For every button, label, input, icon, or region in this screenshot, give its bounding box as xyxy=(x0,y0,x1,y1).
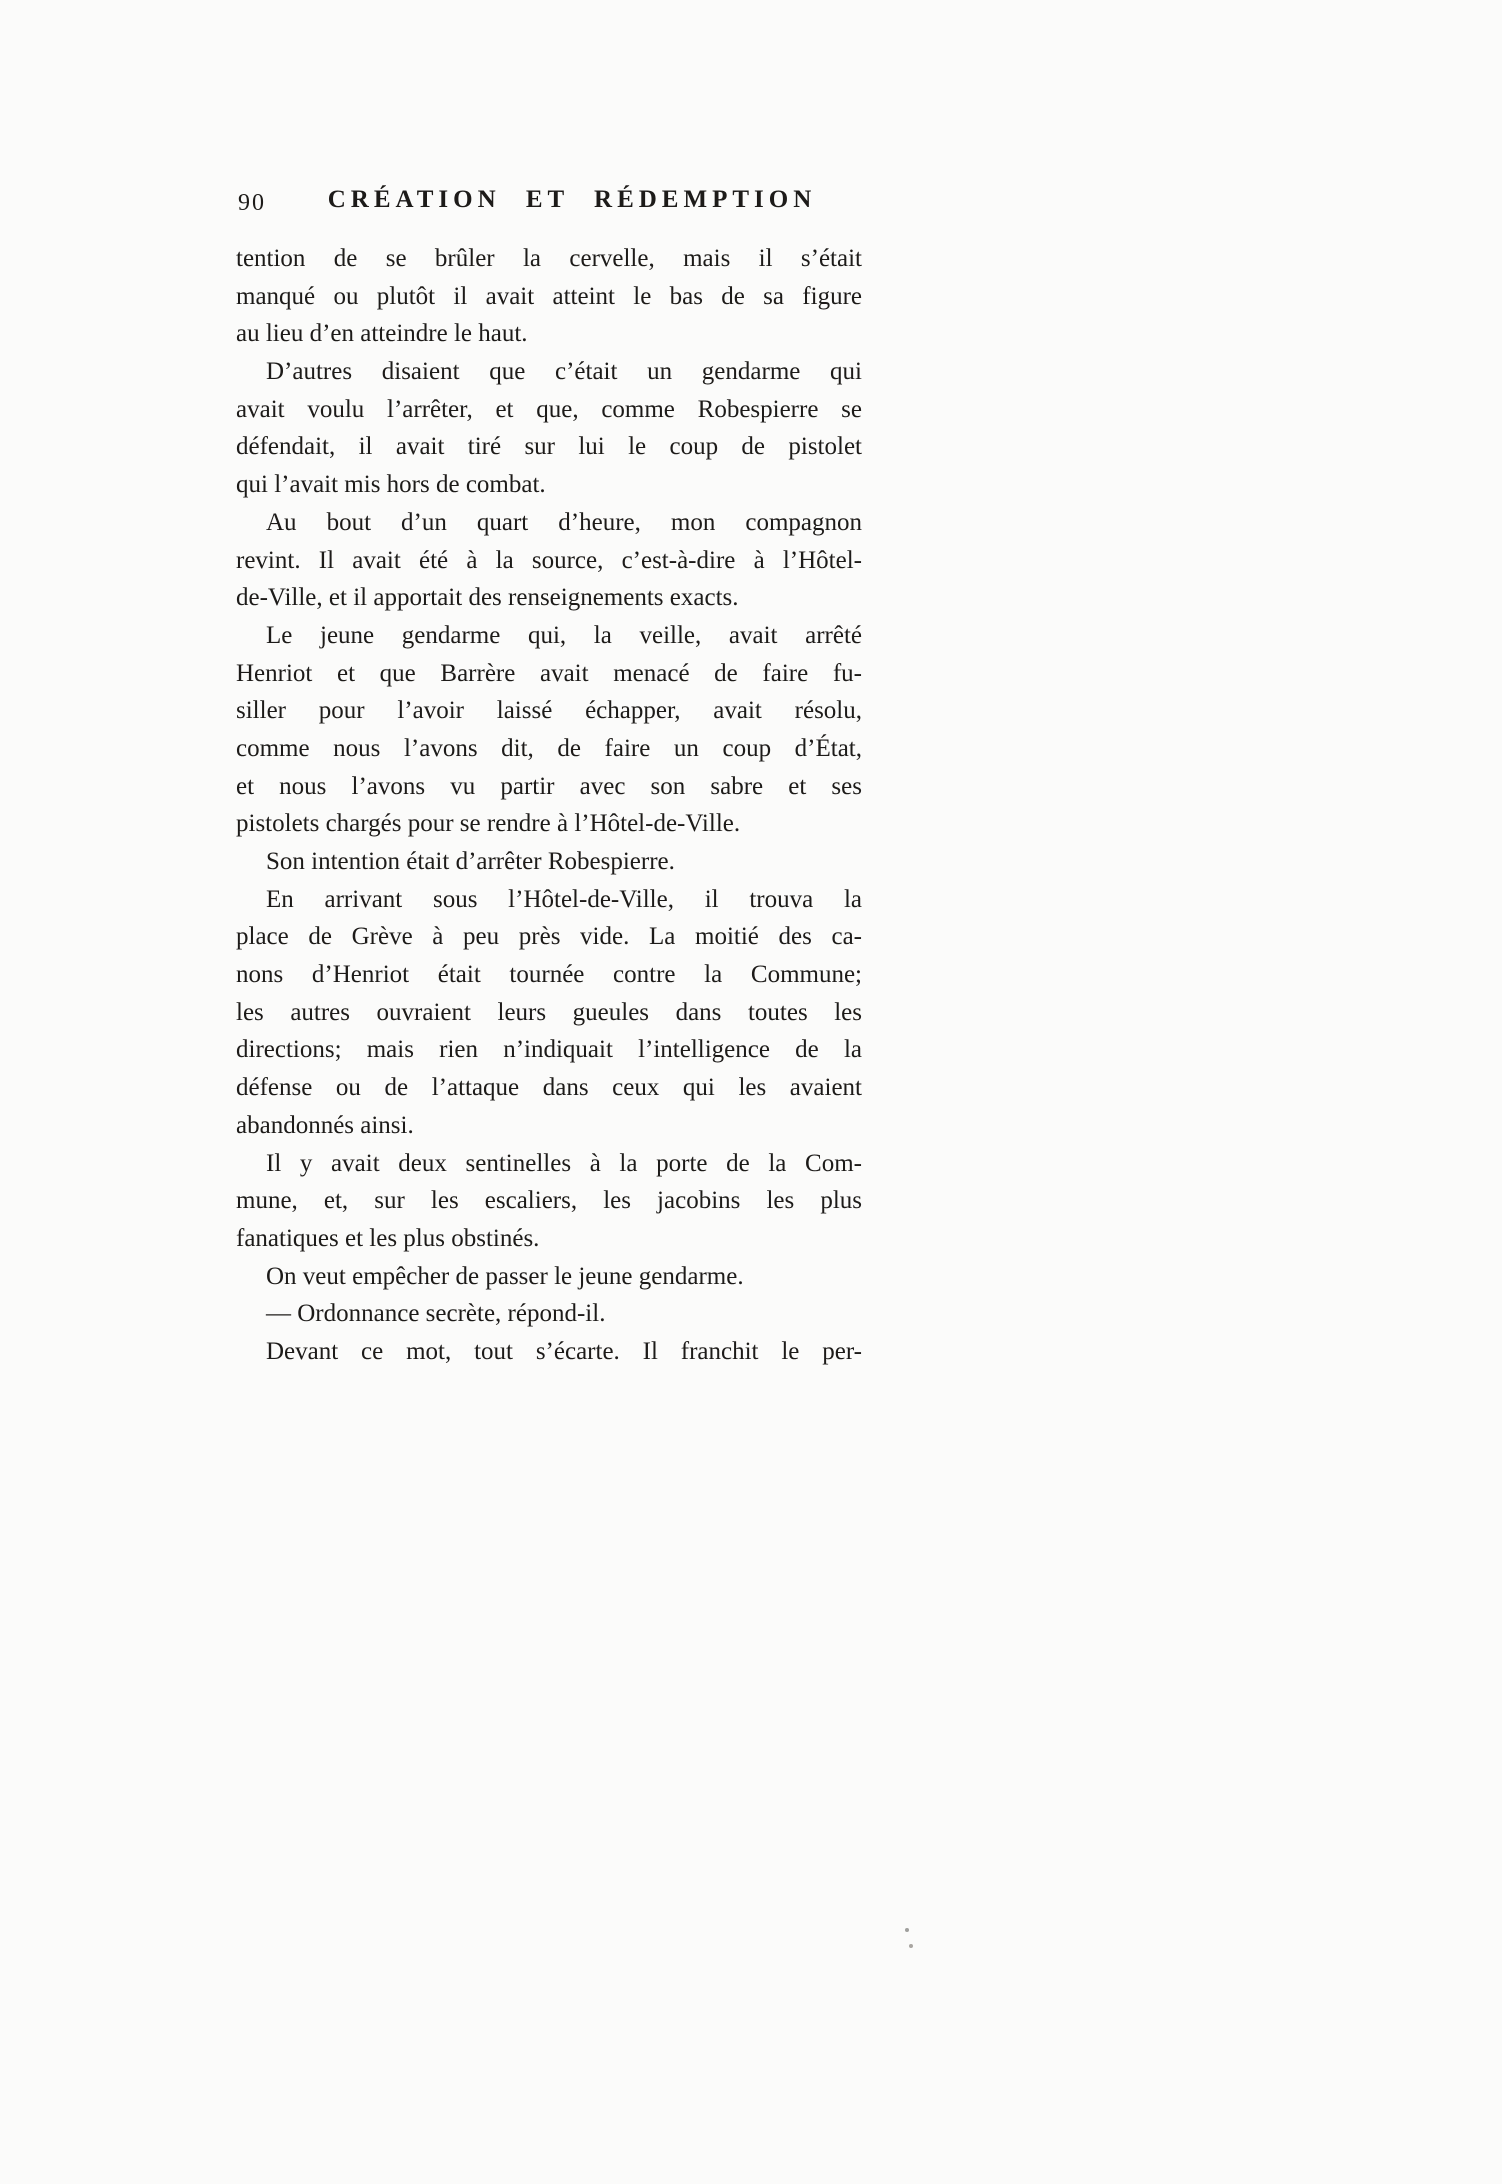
text-line: fanatiques et les plus obstinés. xyxy=(236,1224,540,1252)
text-line: Il y avait deux sentinelles à la porte de la Com- xyxy=(266,1149,862,1177)
paragraph xyxy=(236,843,862,881)
paragraph xyxy=(236,1145,862,1258)
text-line: Au bout d’un quart d’heure, mon compagnon xyxy=(266,508,862,536)
text-line: nons d’Henriot était tournée contre la Commune; xyxy=(236,961,862,989)
text-line: Son intention était d’arrêter Robespierre. xyxy=(266,848,675,875)
text-line: revint. Il avait été à la source, c’est-à-dire à l’Hôtel- xyxy=(236,546,862,574)
page-header xyxy=(236,186,862,228)
text-line: siller pour l’avoir laissé échapper, avait résolu, xyxy=(236,697,862,725)
text-line: pistolets chargés pour se rendre à l’Hôtel-de-Ville. xyxy=(236,810,741,838)
text-line: place de Grève à peu près vide. La moitié des ca- xyxy=(236,923,862,951)
text-line: — Ordonnance secrète, répond-il. xyxy=(266,1300,606,1328)
text-line: Henriot et que Barrère avait menacé de faire fu- xyxy=(236,659,862,687)
text-line: défendait, il avait tiré sur lui le coup de pistolet xyxy=(236,433,862,461)
text-line: abandonnés ainsi. xyxy=(236,1111,414,1139)
text-line: directions; mais rien n’indiquait l’intelligence de la xyxy=(236,1036,862,1064)
paragraph xyxy=(236,1258,862,1296)
text-line: En arrivant sous l’Hôtel-de-Ville, il trouva la xyxy=(266,885,862,913)
text-line: D’autres disaient que c’était un gendarme qui xyxy=(266,358,862,386)
text-line: mune, et, sur les escaliers, les jacobins les plus xyxy=(236,1187,862,1215)
text-line: manqué ou plutôt il avait atteint le bas de sa figure xyxy=(236,282,862,310)
text-line: et nous l’avons vu partir avec son sabre et ses xyxy=(236,772,862,800)
paragraph xyxy=(236,240,862,353)
running-title: CRÉATION ET RÉDEMPTION xyxy=(327,186,817,213)
text-line: avait voulu l’arrêter, et que, comme Robespierre se xyxy=(236,395,862,423)
text-line: tention de se brûler la cervelle, mais il s’était xyxy=(236,245,862,272)
paragraph xyxy=(236,617,862,843)
paragraph xyxy=(236,504,862,617)
page-number: 90 xyxy=(238,190,266,216)
text-line: au lieu d’en atteindre le haut. xyxy=(236,320,528,348)
text-line: de-Ville, et il apportait des renseignements exacts. xyxy=(236,584,739,612)
paragraph xyxy=(236,1295,862,1333)
text-line: comme nous l’avons dit, de faire un coup d’État, xyxy=(236,734,862,762)
paragraph xyxy=(236,1333,862,1371)
text-line: défense ou de l’attaque dans ceux qui les avaient xyxy=(236,1074,862,1102)
text-line: Le jeune gendarme qui, la veille, avait arrêté xyxy=(266,621,862,649)
paragraph xyxy=(236,881,862,1145)
page-content xyxy=(236,186,862,1371)
page-body xyxy=(236,240,862,1371)
text-line: qui l’avait mis hors de combat. xyxy=(236,471,546,499)
text-line: les autres ouvraient leurs gueules dans toutes les xyxy=(236,998,862,1026)
text-line: Devant ce mot, tout s’écarte. Il franchit le per- xyxy=(266,1337,862,1365)
scan-speck xyxy=(905,1928,909,1932)
paragraph xyxy=(236,353,862,504)
text-line: On veut empêcher de passer le jeune gendarme. xyxy=(266,1262,744,1290)
